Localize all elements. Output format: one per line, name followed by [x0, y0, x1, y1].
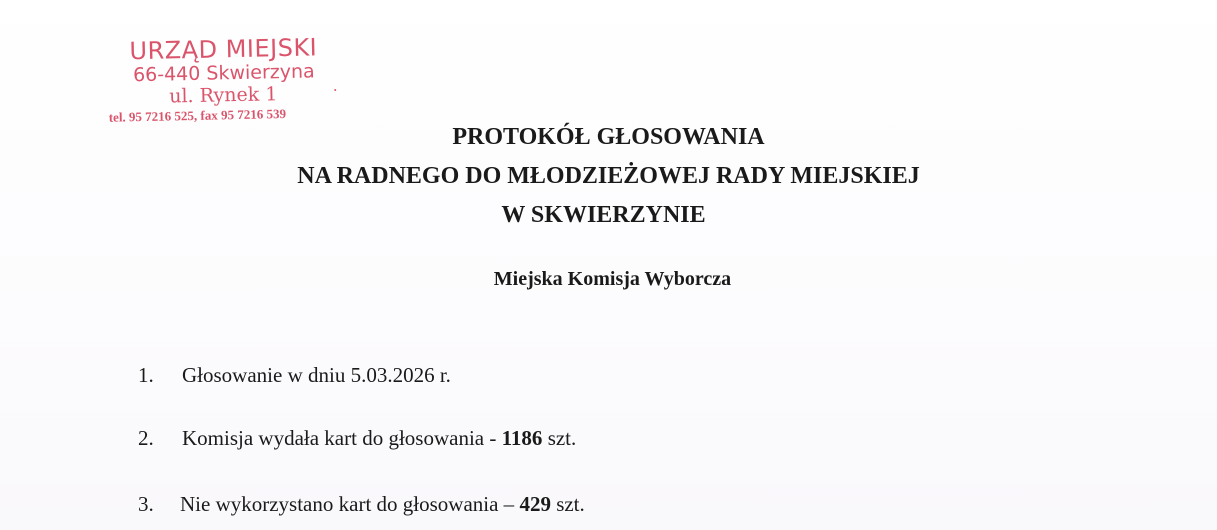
list-item	[138, 423, 576, 453]
item-text	[182, 363, 451, 387]
item-unit: szt.	[550, 492, 585, 516]
stamp-ink-dot	[334, 89, 336, 91]
stamp-contact: tel. 95 7216 525, fax 95 7216 539	[108, 106, 287, 125]
item-value: 429	[519, 492, 551, 516]
item-label: Nie wykorzystano kart do głosowania –	[180, 492, 520, 516]
protocol-items-list	[138, 360, 585, 516]
item-value: 1186	[501, 426, 543, 450]
office-stamp	[107, 33, 371, 126]
title-line-3: W SKWIERZYNIE	[501, 202, 706, 228]
item-number: 3.	[138, 492, 154, 516]
stamp-street: ul. Rynek 1	[168, 83, 278, 108]
stamp-office-name: URZĄD MIEJSKI	[129, 33, 318, 66]
item-label: Głosowanie w dniu 5.03.2026 r.	[182, 363, 451, 387]
title-line-2: NA RADNEGO DO MŁODZIEŻOWEJ RADY MIEJSKIEJ	[297, 163, 920, 189]
title-line-1: PROTOKÓŁ GŁOSOWANIA	[452, 124, 765, 150]
list-item	[138, 360, 451, 390]
document-title	[0, 118, 1217, 235]
item-unit: szt.	[542, 426, 577, 450]
item-number: 2.	[138, 426, 154, 450]
commission-name: Miejska Komisja Wyborcza	[493, 268, 732, 290]
item-text	[180, 492, 585, 516]
item-text	[182, 426, 576, 450]
stamp-postal-city: 66-440 Skwierzyna	[132, 60, 315, 87]
item-number: 1.	[138, 363, 154, 387]
list-item	[138, 489, 585, 519]
item-label: Komisja wydała kart do głosowania -	[182, 426, 502, 450]
